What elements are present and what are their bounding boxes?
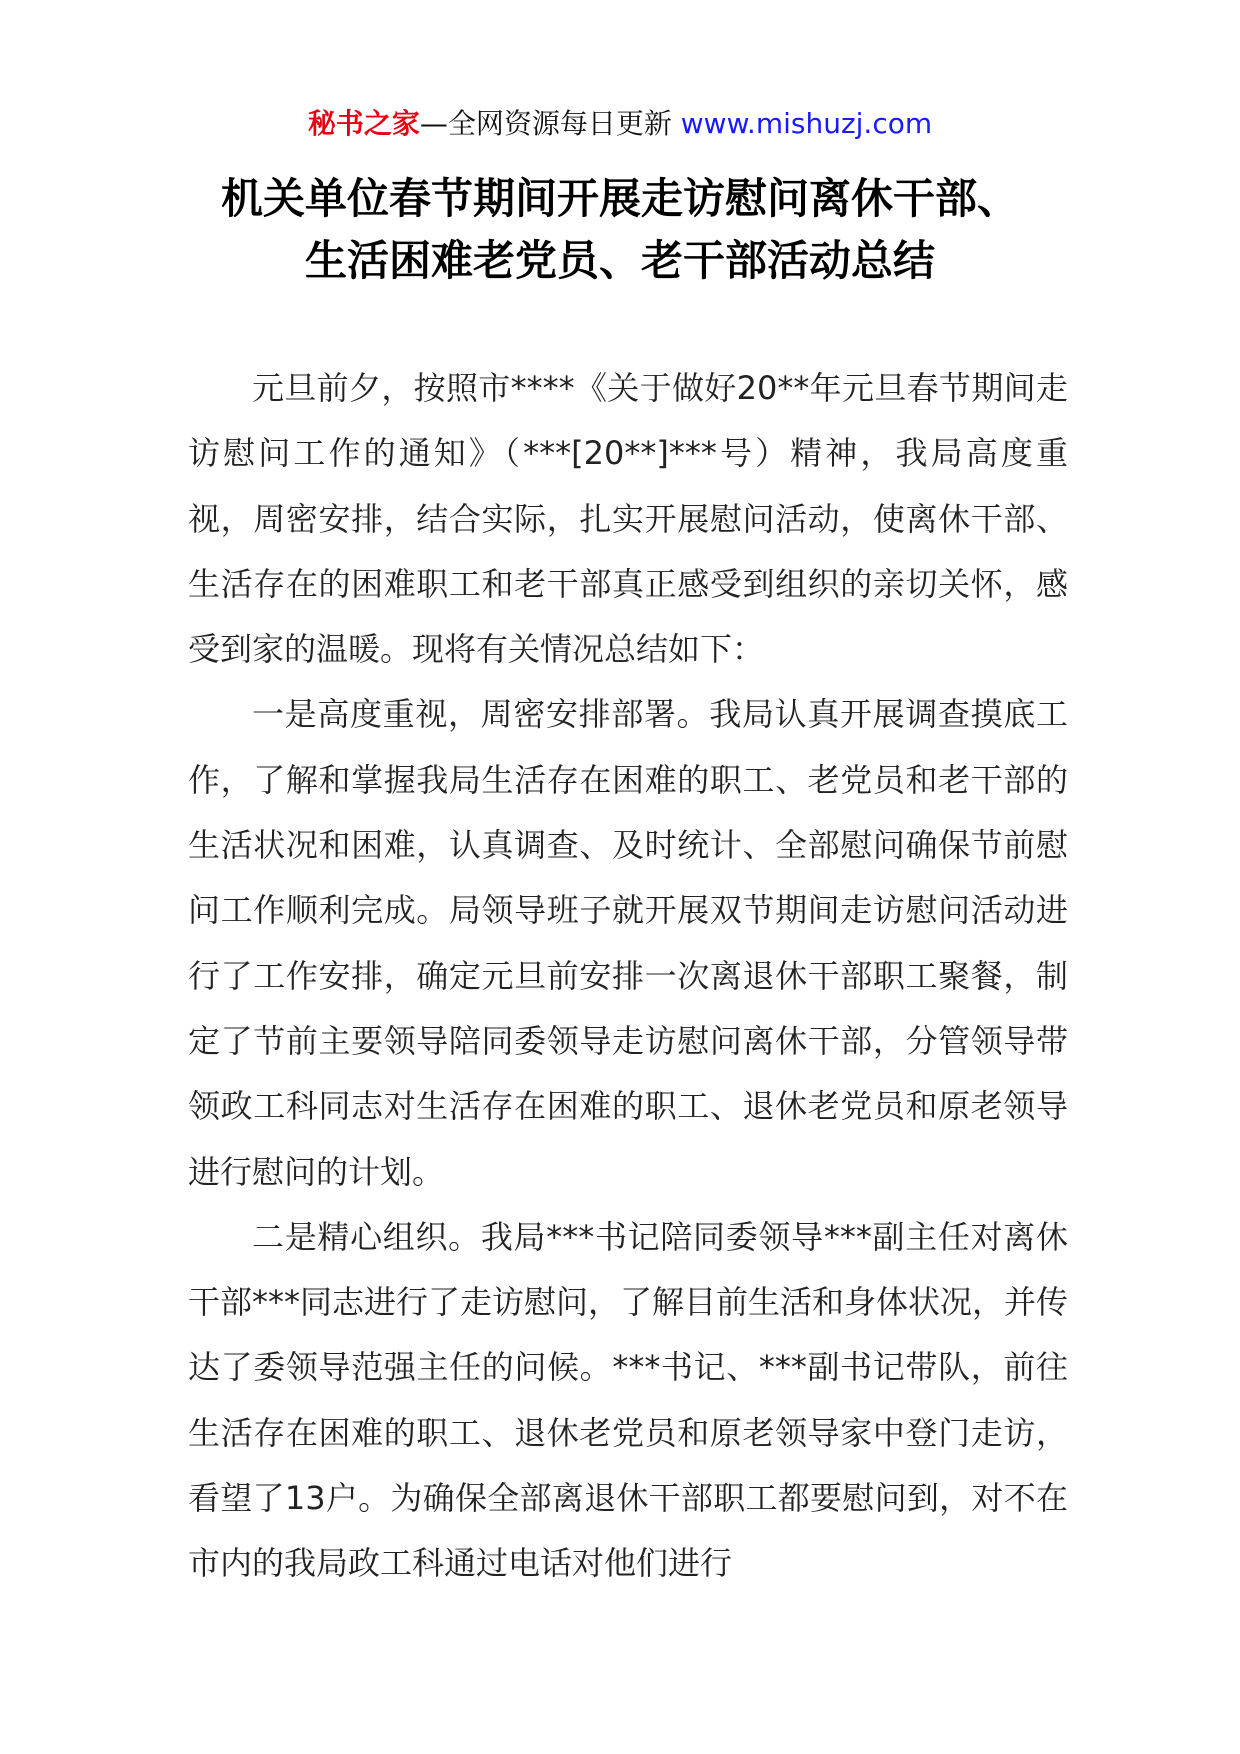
document-title [0, 168, 1240, 292]
brand-name: 秘书之家 [307, 107, 420, 140]
paragraph-intro: 元旦前夕，按照市****《关于做好20**年元旦春节期间走访慰问工作的通知》（***[20**]***号）精神，我局高度重视，周密安排，结合实际，扎实开展慰问活动，使离休干部、生活存在的困难职工和老干部真正感受到组织的亲切关怀，感受到家的温暖。现将有关情况总结如下： [188, 369, 1068, 669]
title-line-2: 生活困难老党员、老干部活动总结 [304, 236, 935, 285]
title-line-1: 机关单位春节期间开展走访慰问离休干部、 [220, 174, 1019, 223]
site-url-link[interactable]: www.mishuzj.com [680, 107, 933, 140]
paragraph-point-one: 一是高度重视，周密安排部署。我局认真开展调查摸底工作，了解和掌握我局生活存在困难的职工、老党员和老干部的生活状况和困难，认真调查、及时统计、全部慰问确保节前慰问工作顺利完成。局领导班子就开展双节期间走访慰问活动进行了工作安排，确定元旦前安排一次离退休干部职工聚餐，制定了节前主要领导陪同委领导走访慰问离休干部，分管领导带领政工科同志对生活存在困难的职工、退休老党员和原老领导进行慰问的计划。 [188, 695, 1068, 1191]
document-body [188, 356, 1068, 1597]
header-slogan: —全网资源每日更新 [419, 107, 681, 140]
site-header [0, 100, 1240, 148]
paragraph-point-two: 二是精心组织。我局***书记陪同委领导***副主任对离休干部***同志进行了走访慰问，了解目前生活和身体状况，并传达了委领导范强主任的问候。***书记、***副书记带队，前往生活存在困难的职工、退休老党员和原老领导家中登门走访，看望了13户。为确保全部离退休干部职工都要慰问到，对不在市内的我局政工科通过电话对他们进行 [188, 1217, 1069, 1583]
